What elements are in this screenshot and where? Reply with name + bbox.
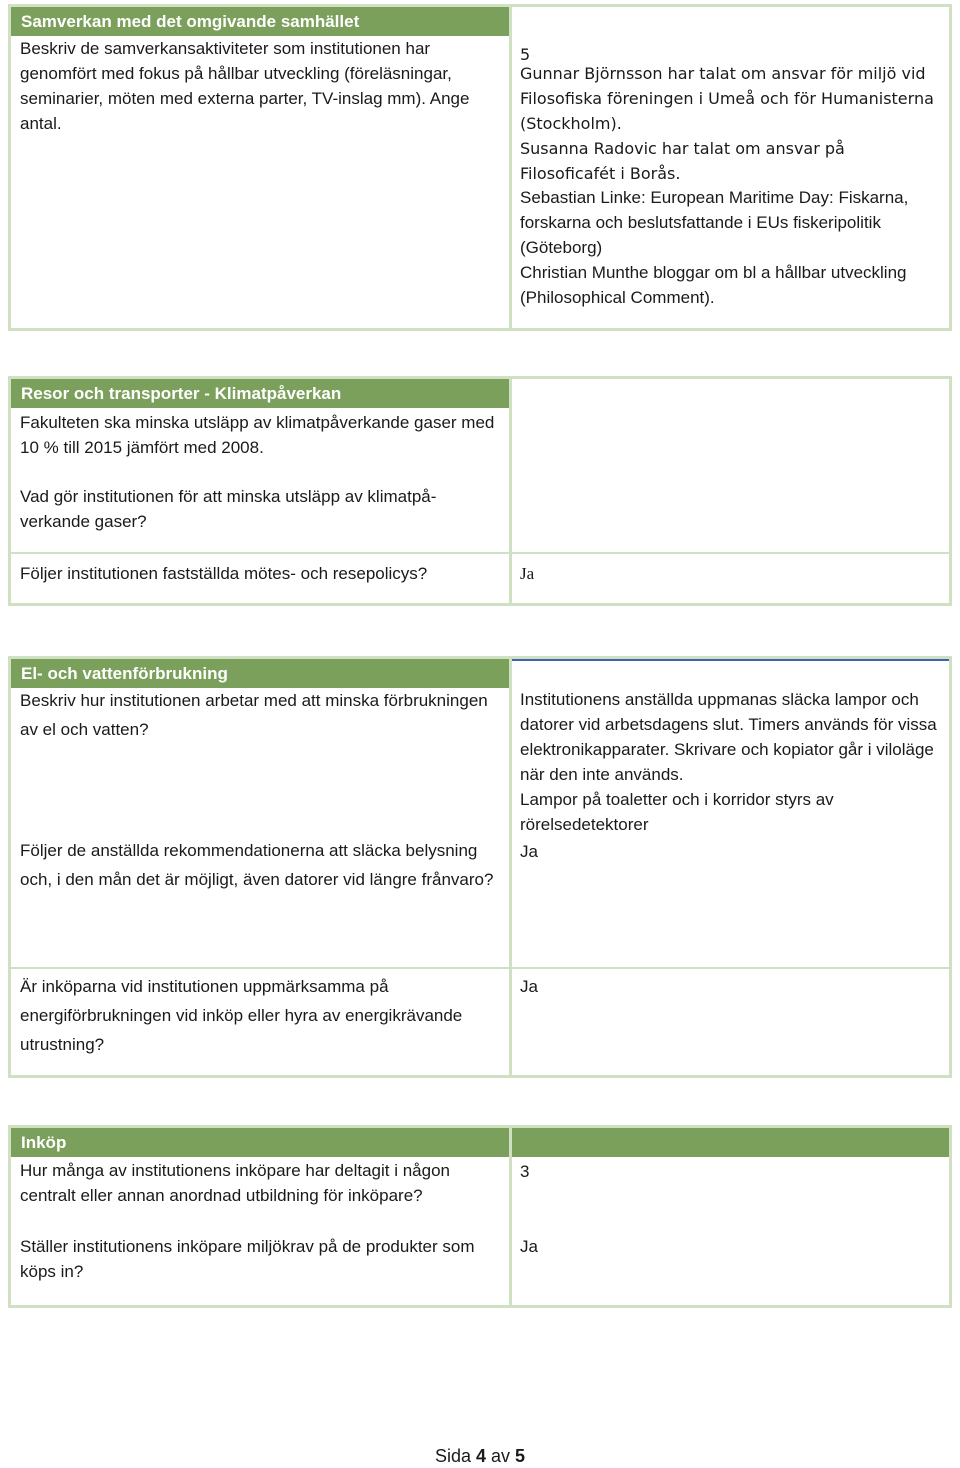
section-question: Följer de anställda rekommendationerna att släcka belysning och, i den mån det är möjligt, även datorer vid längre frånvaro? <box>20 841 494 889</box>
footer-mid: av <box>486 1446 516 1466</box>
section-resor <box>8 376 952 606</box>
section-inkop <box>8 1125 952 1308</box>
section-question: Följer institutionen fastställda mötes- och resepolicys? <box>20 564 428 583</box>
section-question: Beskriv hur institutionen arbetar med att minska förbrukningen av el och vatten? <box>20 691 488 739</box>
answer-value: Institutionens anställda uppmanas släcka lampor och datorer vid arbetsdagens slut. Timers används för vissa elektronikapparater. Skrivare och kopiator går i viloläge när den inte används. <box>520 690 937 784</box>
section-header-bar <box>11 659 509 688</box>
section-question: Hur många av institutionens inköpare har deltagit i någon centralt eller annan anordnad utbildning för inköpare? <box>20 1161 450 1205</box>
cell-highlight-line <box>512 659 949 661</box>
answer-value: Ja <box>520 977 538 996</box>
answer-value: Lampor på toaletter och i korridor styrs av rörelsedetektorer <box>520 790 834 834</box>
row-divider <box>11 552 949 554</box>
answer-value: Ja <box>520 1237 538 1256</box>
page-footer <box>0 1444 960 1468</box>
section-title: El- och vattenförbrukning <box>21 664 228 683</box>
section-header-bar <box>11 379 509 408</box>
row-divider <box>11 967 949 969</box>
section-header-bar-right <box>512 1128 949 1157</box>
answer-value: Ja <box>520 564 535 583</box>
section-intro: Fakulteten ska minska utsläpp av klimatpåverkande gaser med 10 % till 2015 jämfört med 2008. <box>20 413 495 457</box>
section-title: Samverkan med det omgivande samhället <box>21 12 360 31</box>
total-pages: 5 <box>515 1446 526 1466</box>
answer-count: 5 <box>520 45 531 64</box>
section-samverkan <box>8 4 952 331</box>
section-question: Ställer institutionens inköpare miljökrav på de produkter som köps in? <box>20 1237 475 1281</box>
answer-value: 3 <box>520 1162 530 1181</box>
footer-prefix: Sida <box>434 1446 476 1466</box>
section-question: Vad gör institutionen för att minska utsläpp av klimatpå-verkande gaser? <box>20 487 437 531</box>
section-header-bar <box>11 1128 509 1157</box>
answer-line: Sebastian Linke: European Maritime Day: Fiskarna, forskarna och beslutsfattande i EUs fiskeripolitik (Göteborg) <box>520 188 909 257</box>
section-header-bar <box>11 7 509 36</box>
current-page: 4 <box>475 1446 486 1466</box>
answer-line: Gunnar Björnsson har talat om ansvar för miljö vid Filosofiska föreningen i Umeå och för Humanisterna (Stockholm). <box>520 64 934 133</box>
section-question: Beskriv de samverkansaktiviteter som institutionen har genomfört med fokus på hållbar utveckling (föreläsningar, seminarier, möten med externa parter, TV-inslag mm). Ange antal. <box>20 39 470 133</box>
answer-line: Susanna Radovic har talat om ansvar på Filosoficafét i Borås. <box>520 139 845 183</box>
answer-value: Ja <box>520 842 538 861</box>
section-question: Är inköparna vid institutionen uppmärksamma på energiförbrukningen vid inköp eller hyra av energikrävande utrustning? <box>20 977 463 1054</box>
section-title: Resor och transporter - Klimatpåverkan <box>21 384 342 403</box>
section-title: Inköp <box>21 1133 67 1152</box>
answer-line: Christian Munthe bloggar om bl a hållbar utveckling (Philosophical Comment). <box>520 263 907 307</box>
section-el-vatten <box>8 656 952 1078</box>
